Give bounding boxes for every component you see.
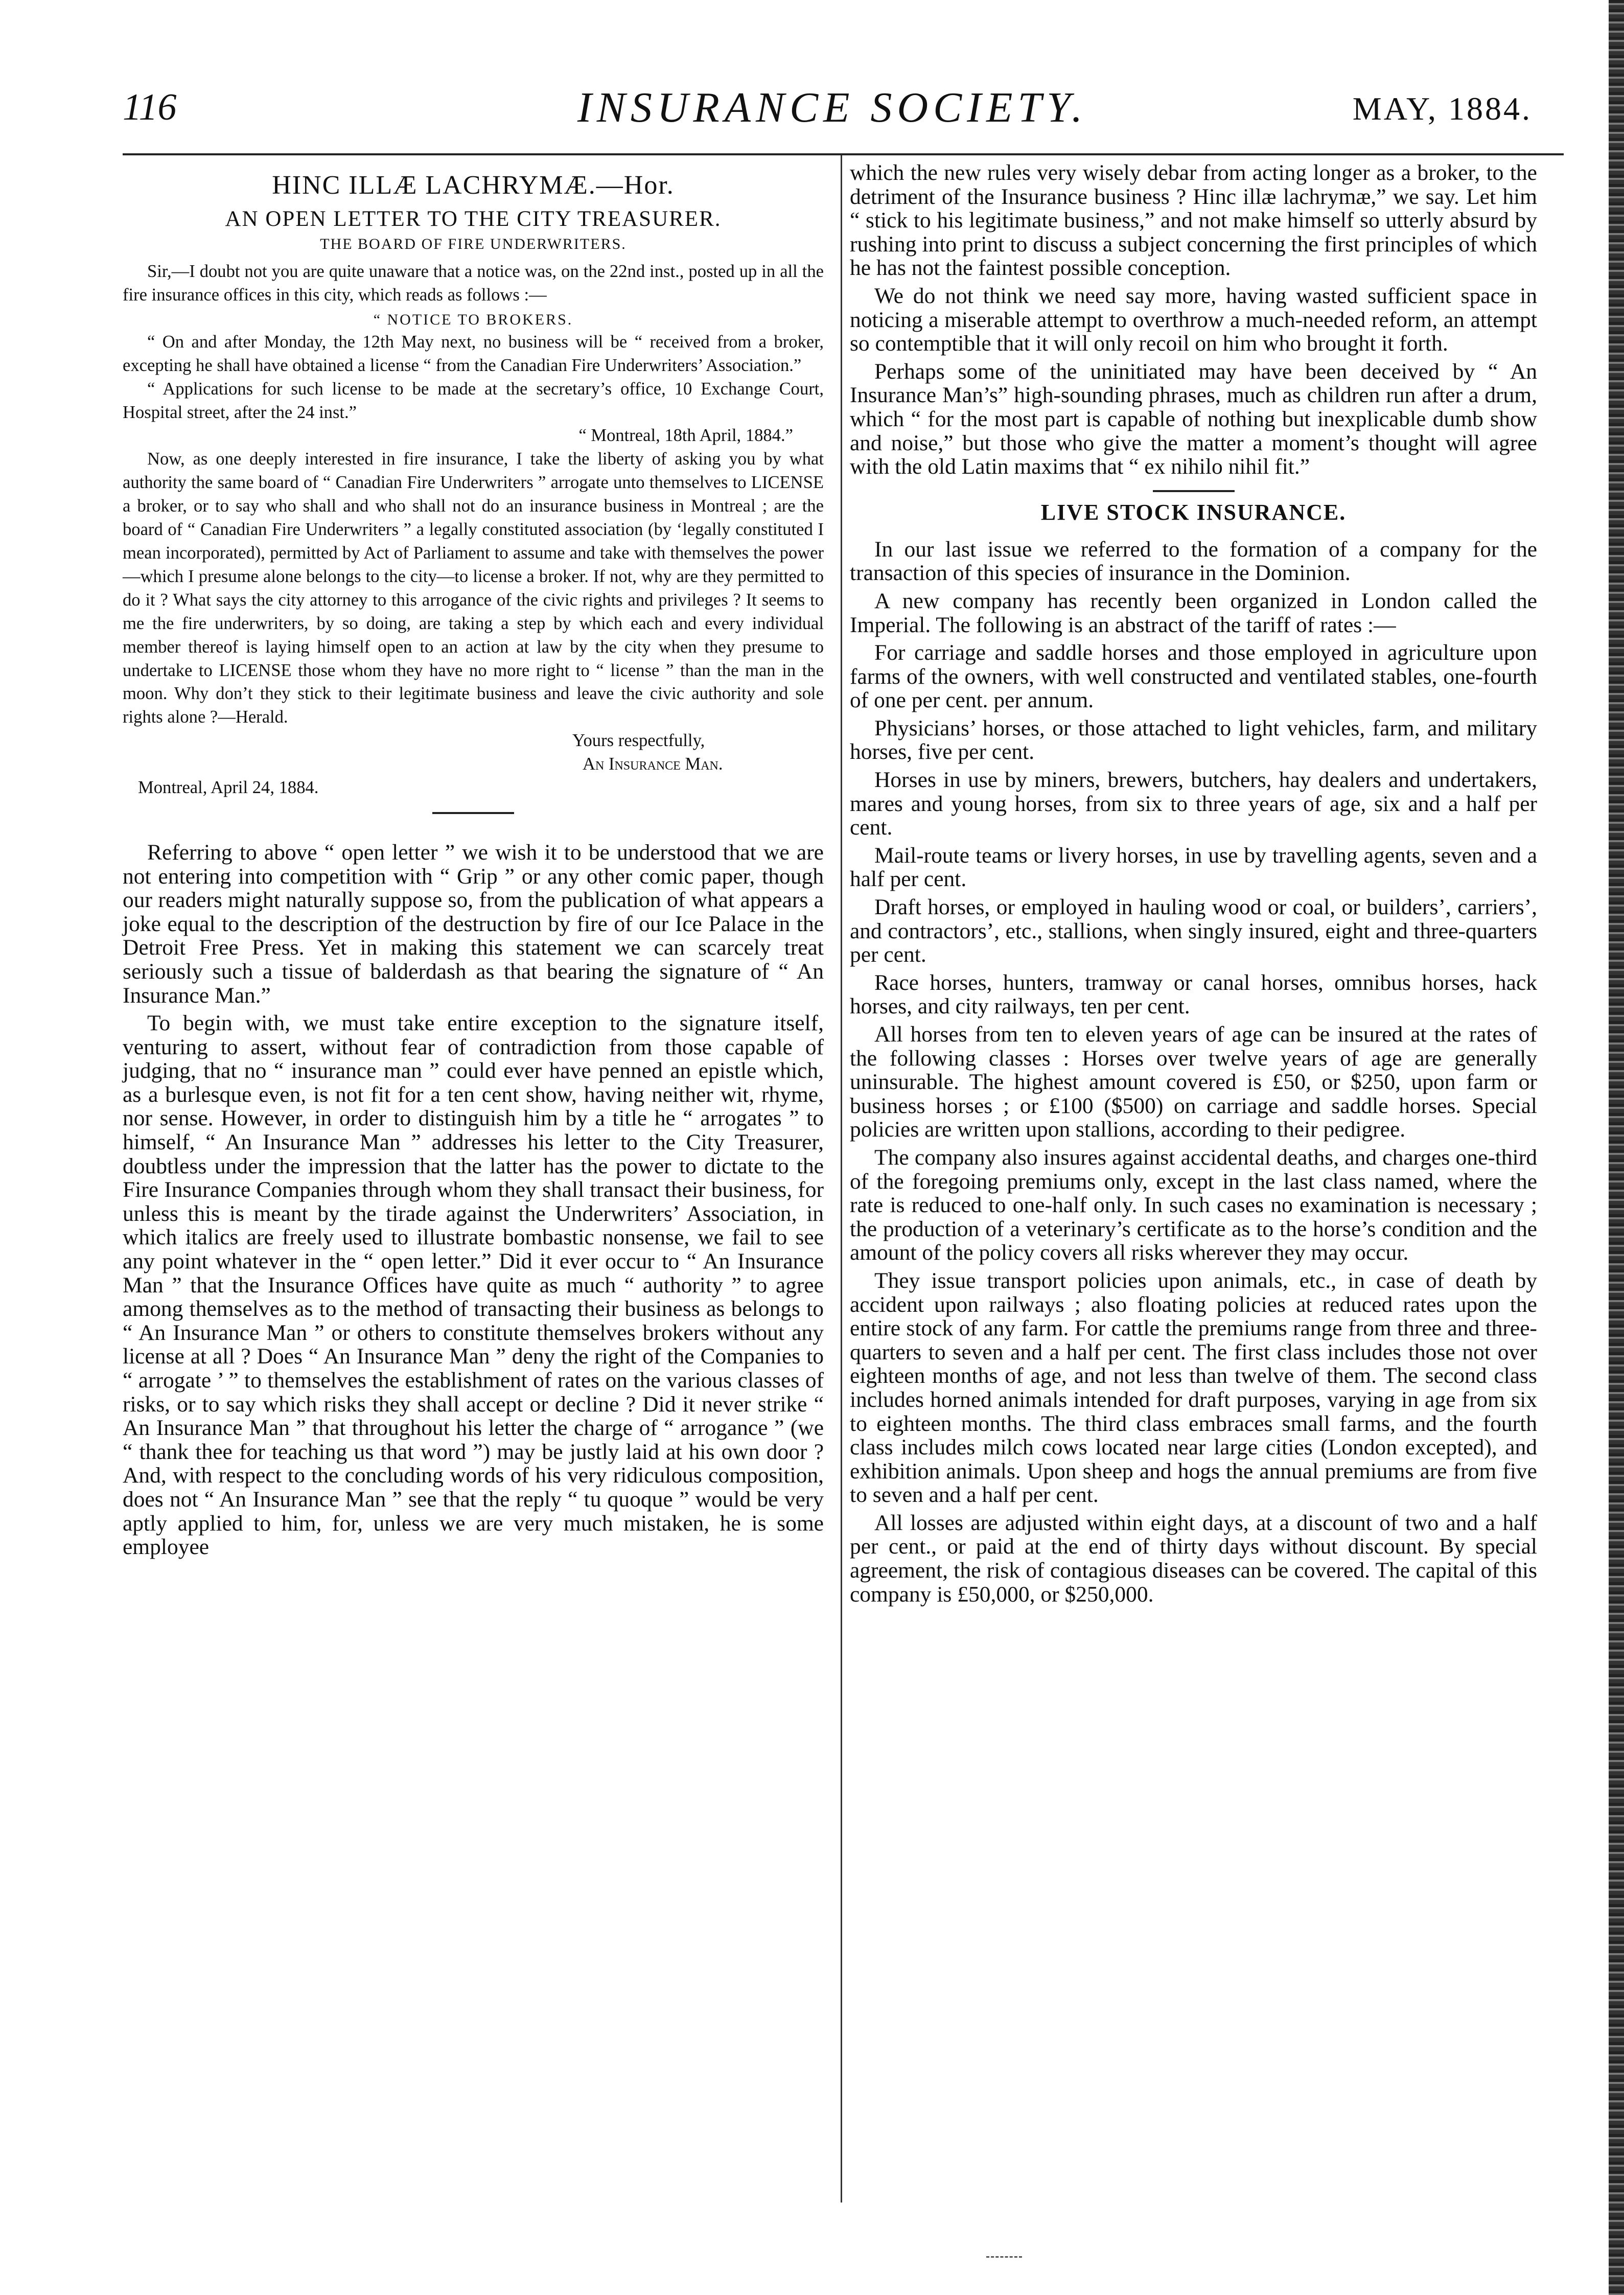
article-paragraph: The company also insures against accidental deaths, and charges one-third of the foregoing premiums only, except in the last class named, where the rate is reduced to one-half only. In such cases no examination is necessary ; the production of a veterinary’s certificate as to the horse’s condition and the amount of the policy covers all risks wherever they may occur. [850,1145,1537,1265]
masthead-title: INSURANCE SOCIETY. [577,84,1088,131]
letter-dateline: Montreal, April 24, 1884. [138,778,319,798]
article-paragraph: They issue transport policies upon animals, etc., in case of death by accident upon railways ; also floating policies at reduced rates upon the entire stock of any farm. For cattle the premiums range from three and three-quarters to seven and a half per cent. The first class includes those not over eighteen months of age, and not less than twelve of them. The second class includes horned animals intended for draft purposes, varying in age from six to eighteen months. The third class embraces small farms, and the fourth class includes milch cows located near large cities (London excepted), and exhibition animals. Upon sheep and hogs the annual premiums are from five to seven and a half per cent. [850,1268,1537,1508]
header-rule [123,153,1564,155]
signature-name: An Insurance Man. [583,754,723,774]
issue-date: MAY, 1884. [1352,90,1532,127]
section-rule [1153,490,1235,492]
article-paragraph: For carriage and saddle horses and those employed in agriculture upon farms of the owners, with well constructed and ventilated stables, one-fourth of one per cent. per annum. [850,640,1537,713]
signature-closing: Yours respectfully, [572,731,705,751]
article-paragraph: Mail-route teams or livery horses, in use by travelling agents, seven and a half per cent. [850,843,1537,892]
page-header [123,86,1542,132]
article-paragraph: In our last issue we referred to the formation of a company for the transaction of this species of insurance in the Dominion. [850,537,1537,586]
article-paragraph: Horses in use by miners, brewers, butchers, hay dealers and undertakers, mares and young horses, from six to three years of age, six and a half per cent. [850,768,1537,840]
footer-mark [986,2256,1022,2258]
article-paragraph: A new company has recently been organized in London called the Imperial. The following is an abstract of the tariff of rates :— [850,588,1537,637]
board-heading: THE BOARD OF FIRE UNDERWRITERS. [320,236,627,252]
article-paragraph: Race horses, hunters, tramway or canal horses, omnibus horses, hack horses, and city railways, ten per cent. [850,970,1537,1019]
section-rule [432,812,514,814]
letter-paragraph: Now, as one deeply interested in fire insurance, I take the liberty of asking you by what authority the same board of “ Canadian Fire Underwriters ” arrogate unto themselves to LICENSE a broker, or to say who shall and who shall not do an insurance business in Montreal ; are the board of “ Canadian Fire Underwriters ” a legally constituted association (by ‘legally constituted I mean incorporated), permitted by Act of Parliament to assume and take with themselves the power—which I presume alone belongs to the city—to license a broker. If not, why are they permitted to do it ? What says the city attorney to this arrogance of the civic rights and privileges ? It seems to me the fire underwriters, by so doing, are taking a step by which each and every individual member thereof is laying himself open to an action at law by the city when they presume to undertake to LICENSE those whom they have no more right to “ license ” than the man in the moon. Why don’t they stick to their legitimate business and leave the civic authority and sole rights alone ?—Herald. [123,449,824,727]
editorial-paragraph: We do not think we need say more, having wasted sufficient space in noticing a miserable attempt to overthrow a much-needed reform, an attempt so contemptible that it will only recoil on him who brought it forth. [850,283,1537,356]
right-column [850,161,1537,1610]
article-paragraph: Draft horses, or employed in hauling wood or coal, or builders’, carriers’, and contractors’, etc., stallions, when singly insured, eight and three-quarters per cent. [850,895,1537,967]
editorial-paragraph: Referring to above “ open letter ” we wish it to be understood that we are not entering into competition with “ Grip ” or any other comic paper, though our readers might naturally suppose so, from the publication of what appears a joke equal to the description of the destruction by fire of our Ice Palace in the Detroit Free Press. Yet in making this statement we can scarcely treat seriously such a tissue of balderdash as that bearing the signature of “ An Insurance Man.” [123,840,824,1008]
editorial-paragraph: To begin with, we must take entire exception to the signature itself, venturing to assert, without fear of contradiction from those capable of judging, that no “ insurance man ” could ever have penned an epistle which, as a burlesque even, is not fit for a ten cent show, having neither wit, rhyme, nor sense. However, in order to distinguish him by a title he “ arrogates ” to himself, “ An Insurance Man ” addresses his letter to the City Treasurer, doubtless under the impression that the latter has the power to dictate to the Fire Insurance Companies through whom they shall transact their business, for unless this is meant by the tirade against the Underwriters’ Association, in which italics are freely used to illustrate bombastic nonsense, we fail to see any point whatever in the “ open letter.” Did it ever occur to “ An Insurance Man ” that the Insurance Offices have quite as much “ authority ” to agree among themselves as to the method of transacting their business as belongs to “ An Insurance Man ” or others to constitute themselves brokers without any license at all ? Does “ An Insurance Man ” deny the right of the Companies to “ arrogate ’ ” to themselves the establishment of rates on the various classes of risks, or to say which risks they shall accept or decline ? Did it never strike “ An Insurance Man ” that throughout his letter the charge of “ arrogance ” (we “ thank thee for teaching us that word ”) may be justly laid at his own door ? And, with respect to the concluding words of his very ridiculous composition, does not “ An Insurance Man ” see that the reply “ tu quoque ” would be very aptly applied to him, for, unless we are very much mistaken, he is some employee [123,1011,824,1560]
column-divider [841,155,842,2203]
left-column [123,161,824,1563]
page-number: 116 [123,86,177,128]
notice-paragraph: “ Applications for such license to be made at the secretary’s office, 10 Exchange Court, Hospital street, after the 24 inst.” [123,379,824,422]
notice-paragraph: “ On and after Monday, the 12th May next, no business will be “ received from a broker, excepting he shall have obtained a license “ from the Canadian Fire Underwriters’ Association.” [123,332,824,375]
editorial-paragraph: Perhaps some of the uninitiated may have been deceived by “ An Insurance Man’s” high-sounding phrases, much as children run after a drum, which “ for the most part is capable of nothing but inexplicable dumb show and noise,” but those who give the matter a moment’s thought will agree with the old Latin maxims that “ ex nihilo nihil fit.” [850,359,1537,479]
section-title: LIVE STOCK INSURANCE. [1040,499,1347,525]
article-paragraph: All losses are adjusted within eight days, at a discount of two and a half per cent., or paid at the end of thirty days without discount. By special agreement, the risk of contagious diseases can be covered. The capital of this company is £50,000, or $250,000. [850,1510,1537,1607]
latin-heading: HINC ILLÆ LACHRYMÆ.—Hor. [272,171,675,200]
torn-page-edge [1609,0,1624,2295]
letter-paragraph: Sir,—I doubt not you are quite unaware that a notice was, on the 22nd inst., posted up in all the fire insurance offices in this city, which reads as follows :— [123,262,824,305]
editorial-paragraph: which the new rules very wisely debar from acting longer as a broker, to the detriment of the Insurance business ? Hinc illæ lachrymæ,” we say. Let him “ stick to his legitimate business,” and not make himself so utterly absurd by rushing into print to discuss a subject concerning the first principles of which he has not the faintest possible conception. [850,160,1537,281]
article-paragraph: Physicians’ horses, or those attached to light vehicles, farm, and military horses, five per cent. [850,715,1537,764]
notice-heading: “ NOTICE TO BROKERS. [373,311,573,328]
letter-heading: AN OPEN LETTER TO THE CITY TREASURER. [225,207,722,231]
notice-date: “ Montreal, 18th April, 1884.” [578,426,793,446]
article-paragraph: All horses from ten to eleven years of age can be insured at the rates of the following classes : Horses over twelve years of age are generally uninsurable. The highest amount covered is £50, or $250, upon farm or business horses ; or £100 ($500) on carriage and saddle horses. Special policies are written upon stallions, according to their pedigree. [850,1022,1537,1142]
